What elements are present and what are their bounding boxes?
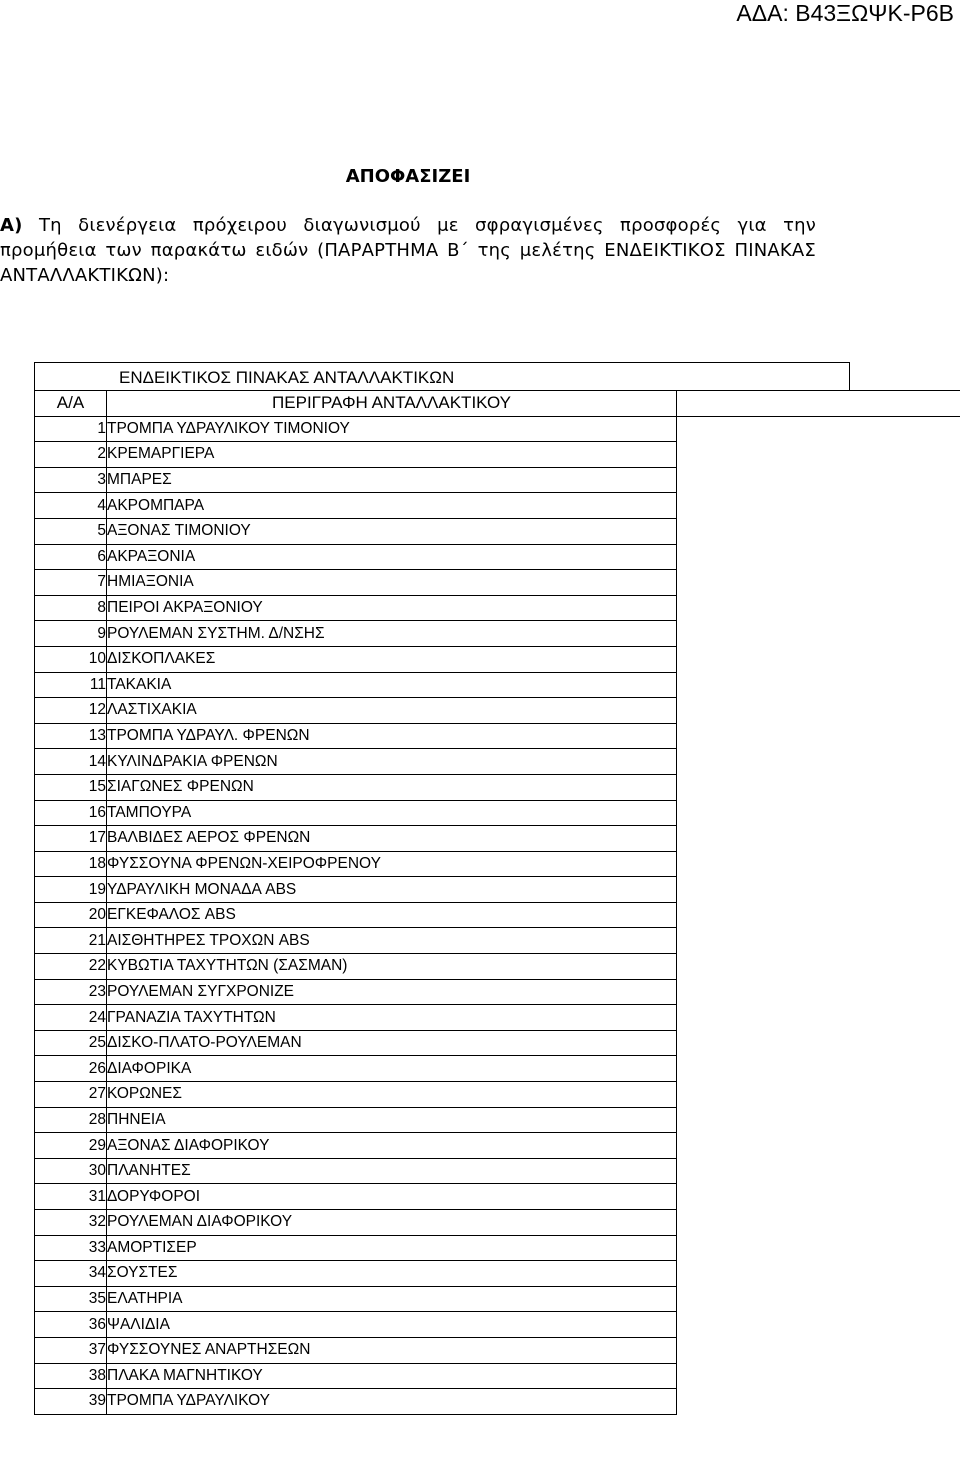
row-number: 20 xyxy=(35,902,107,928)
row-number: 25 xyxy=(35,1030,107,1056)
row-description: ΤΡΟΜΠΑ ΥΔΡΑΥΛΙΚΟΥ xyxy=(107,1389,677,1415)
table-title-row xyxy=(34,362,850,390)
row-description: ΑΚΡΟΜΠΑΡΑ xyxy=(107,493,677,519)
table-row xyxy=(35,723,960,749)
row-description: ΠΗΝΕΙΑ xyxy=(107,1107,677,1133)
row-number: 13 xyxy=(35,723,107,749)
table-row xyxy=(35,800,960,826)
table-row xyxy=(35,902,960,928)
column-header-empty xyxy=(677,391,960,417)
table-title: ΕΝΔΕΙΚΤΙΚΟΣ ΠΙΝΑΚΑΣ ΑΝΤΑΛΛΑΚΤΙΚΩΝ xyxy=(119,368,455,387)
row-number: 30 xyxy=(35,1158,107,1184)
row-description: ΚΡΕΜΑΡΓΙΕΡΑ xyxy=(107,442,677,468)
row-description: ΡΟΥΛΕΜΑΝ ΣΥΣΤΗΜ. Δ/ΝΣΗΣ xyxy=(107,621,677,647)
table-header-row xyxy=(35,391,960,417)
parts-table xyxy=(34,390,960,1415)
row-description: ΣΟΥΣΤΕΣ xyxy=(107,1261,677,1287)
row-description: ΔΙΣΚΟ-ΠΛΑΤΟ-ΡΟΥΛΕΜΑΝ xyxy=(107,1030,677,1056)
row-description: ΔΙΑΦΟΡΙΚΑ xyxy=(107,1056,677,1082)
row-number: 31 xyxy=(35,1184,107,1210)
row-number: 22 xyxy=(35,954,107,980)
table-row xyxy=(35,954,960,980)
row-description: ΒΑΛΒΙΔΕΣ ΑΕΡΟΣ ΦΡΕΝΩΝ xyxy=(107,826,677,852)
row-description: ΕΓΚΕΦΑΛΟΣ ABS xyxy=(107,902,677,928)
row-description: ΛΑΣΤΙΧΑΚΙΑ xyxy=(107,698,677,724)
row-description: ΓΡΑΝΑΖΙΑ ΤΑΧΥΤΗΤΩΝ xyxy=(107,1005,677,1031)
row-description: ΚΥΛΙΝΔΡΑΚΙΑ ΦΡΕΝΩΝ xyxy=(107,749,677,775)
row-description: ΗΜΙΑΞΟΝΙΑ xyxy=(107,570,677,596)
row-number: 5 xyxy=(35,518,107,544)
table-row xyxy=(35,1235,960,1261)
table-row xyxy=(35,1286,960,1312)
row-number: 35 xyxy=(35,1286,107,1312)
decision-text: Τη διενέργεια πρόχειρου διαγωνισμού με σφραγισμένες προσφορές για την προμήθεια των παρακάτω ειδών (ΠΑΡΑΡΤΗΜΑ Β΄ της μελέτης ΕΝΔΕΙΚΤΙΚΟΣ ΠΙΝΑΚΑΣ ΑΝΤΑΛΛΑΚΤΙΚΩΝ): xyxy=(0,215,817,286)
column-header-number: Α/Α xyxy=(35,391,107,417)
table-row xyxy=(35,1363,960,1389)
row-description: ΣΙΑΓΩΝΕΣ ΦΡΕΝΩΝ xyxy=(107,774,677,800)
row-description: ΕΛΑΤΗΡΙΑ xyxy=(107,1286,677,1312)
row-number: 27 xyxy=(35,1082,107,1108)
table-row xyxy=(35,1158,960,1184)
row-number: 12 xyxy=(35,698,107,724)
row-description: ΨΑΛΙΔΙΑ xyxy=(107,1312,677,1338)
row-description: ΠΛΑΝΗΤΕΣ xyxy=(107,1158,677,1184)
table-row xyxy=(35,672,960,698)
row-number: 29 xyxy=(35,1133,107,1159)
row-description: ΜΠΑΡΕΣ xyxy=(107,467,677,493)
row-description: ΑΙΣΘΗΤΗΡΕΣ ΤΡΟΧΩΝ ABS xyxy=(107,928,677,954)
table-row xyxy=(35,493,960,519)
row-number: 26 xyxy=(35,1056,107,1082)
table-row xyxy=(35,544,960,570)
table-row xyxy=(35,1389,960,1415)
row-number: 24 xyxy=(35,1005,107,1031)
row-description: ΔΙΣΚΟΠΛΑΚΕΣ xyxy=(107,646,677,672)
parts-table-container xyxy=(34,362,960,1415)
ada-code: ΑΔΑ: Β43ΞΩΨΚ-Ρ6Β xyxy=(736,0,954,26)
decision-paragraph xyxy=(0,213,816,288)
row-number: 15 xyxy=(35,774,107,800)
table-row xyxy=(35,1184,960,1210)
table-row xyxy=(35,1312,960,1338)
table-row xyxy=(35,979,960,1005)
row-number: 6 xyxy=(35,544,107,570)
row-number: 10 xyxy=(35,646,107,672)
table-row xyxy=(35,1030,960,1056)
table-row xyxy=(35,416,960,442)
row-description: ΑΜΟΡΤΙΣΕΡ xyxy=(107,1235,677,1261)
table-row xyxy=(35,774,960,800)
row-number: 18 xyxy=(35,851,107,877)
row-number: 3 xyxy=(35,467,107,493)
row-description: ΑΞΟΝΑΣ ΤΙΜΟΝΙΟΥ xyxy=(107,518,677,544)
row-number: 14 xyxy=(35,749,107,775)
table-row xyxy=(35,570,960,596)
row-description: ΡΟΥΛΕΜΑΝ ΣΥΓΧΡΟΝΙΖΕ xyxy=(107,979,677,1005)
table-row xyxy=(35,595,960,621)
row-number: 34 xyxy=(35,1261,107,1287)
row-number: 8 xyxy=(35,595,107,621)
table-row xyxy=(35,621,960,647)
row-description: ΠΛΑΚΑ ΜΑΓΝΗΤΙΚΟΥ xyxy=(107,1363,677,1389)
table-row xyxy=(35,1337,960,1363)
row-number: 19 xyxy=(35,877,107,903)
column-header-description: ΠΕΡΙΓΡΑΦΗ ΑΝΤΑΛΛΑΚΤΙΚΟΥ xyxy=(107,391,677,417)
row-number: 36 xyxy=(35,1312,107,1338)
decision-heading: ΑΠΟΦΑΣΙΖΕΙ xyxy=(345,166,471,187)
row-number: 4 xyxy=(35,493,107,519)
table-row xyxy=(35,1261,960,1287)
table-row xyxy=(35,1210,960,1236)
row-description: ΤΡΟΜΠΑ ΥΔΡΑΥΛΙΚΟΥ ΤΙΜΟΝΙΟΥ xyxy=(107,416,677,442)
row-description: ΑΞΟΝΑΣ ΔΙΑΦΟΡΙΚΟΥ xyxy=(107,1133,677,1159)
row-description: ΡΟΥΛΕΜΑΝ ΔΙΑΦΟΡΙΚΟΥ xyxy=(107,1210,677,1236)
row-number: 1 xyxy=(35,416,107,442)
table-row xyxy=(35,1005,960,1031)
table-row xyxy=(35,826,960,852)
row-number: 37 xyxy=(35,1337,107,1363)
row-number: 17 xyxy=(35,826,107,852)
table-row xyxy=(35,698,960,724)
table-row xyxy=(35,1056,960,1082)
table-row xyxy=(35,518,960,544)
row-description: ΤΡΟΜΠΑ ΥΔΡΑΥΛ. ΦΡΕΝΩΝ xyxy=(107,723,677,749)
row-description: ΦΥΣΣΟΥΝΑ ΦΡΕΝΩΝ-ΧΕΙΡΟΦΡΕΝΟΥ xyxy=(107,851,677,877)
row-description: ΥΔΡΑΥΛΙΚΗ ΜΟΝΑΔΑ ABS xyxy=(107,877,677,903)
row-description: ΑΚΡΑΞΟΝΙΑ xyxy=(107,544,677,570)
row-description: ΔΟΡΥΦΟΡΟΙ xyxy=(107,1184,677,1210)
table-row xyxy=(35,1107,960,1133)
row-number: 9 xyxy=(35,621,107,647)
row-number: 2 xyxy=(35,442,107,468)
row-number: 39 xyxy=(35,1389,107,1415)
row-description: ΚΥΒΩΤΙΑ ΤΑΧΥΤΗΤΩΝ (ΣΑΣΜΑΝ) xyxy=(107,954,677,980)
table-row xyxy=(35,1133,960,1159)
table-row xyxy=(35,877,960,903)
row-description: ΤΑΚΑΚΙΑ xyxy=(107,672,677,698)
row-number: 23 xyxy=(35,979,107,1005)
table-body xyxy=(35,416,960,1414)
row-number: 11 xyxy=(35,672,107,698)
row-number: 28 xyxy=(35,1107,107,1133)
table-row xyxy=(35,646,960,672)
row-number: 33 xyxy=(35,1235,107,1261)
row-description: ΤΑΜΠΟΥΡΑ xyxy=(107,800,677,826)
item-label: Α) xyxy=(0,215,23,236)
table-row xyxy=(35,442,960,468)
table-row xyxy=(35,851,960,877)
row-description: ΠΕΙΡΟΙ ΑΚΡΑΞΟΝΙΟΥ xyxy=(107,595,677,621)
table-row xyxy=(35,749,960,775)
table-row xyxy=(35,1082,960,1108)
row-number: 7 xyxy=(35,570,107,596)
table-row xyxy=(35,467,960,493)
row-number: 32 xyxy=(35,1210,107,1236)
table-row xyxy=(35,928,960,954)
row-description: ΚΟΡΩΝΕΣ xyxy=(107,1082,677,1108)
row-number: 21 xyxy=(35,928,107,954)
row-number: 16 xyxy=(35,800,107,826)
row-description: ΦΥΣΣΟΥΝΕΣ ΑΝΑΡΤΗΣΕΩΝ xyxy=(107,1337,677,1363)
row-number: 38 xyxy=(35,1363,107,1389)
